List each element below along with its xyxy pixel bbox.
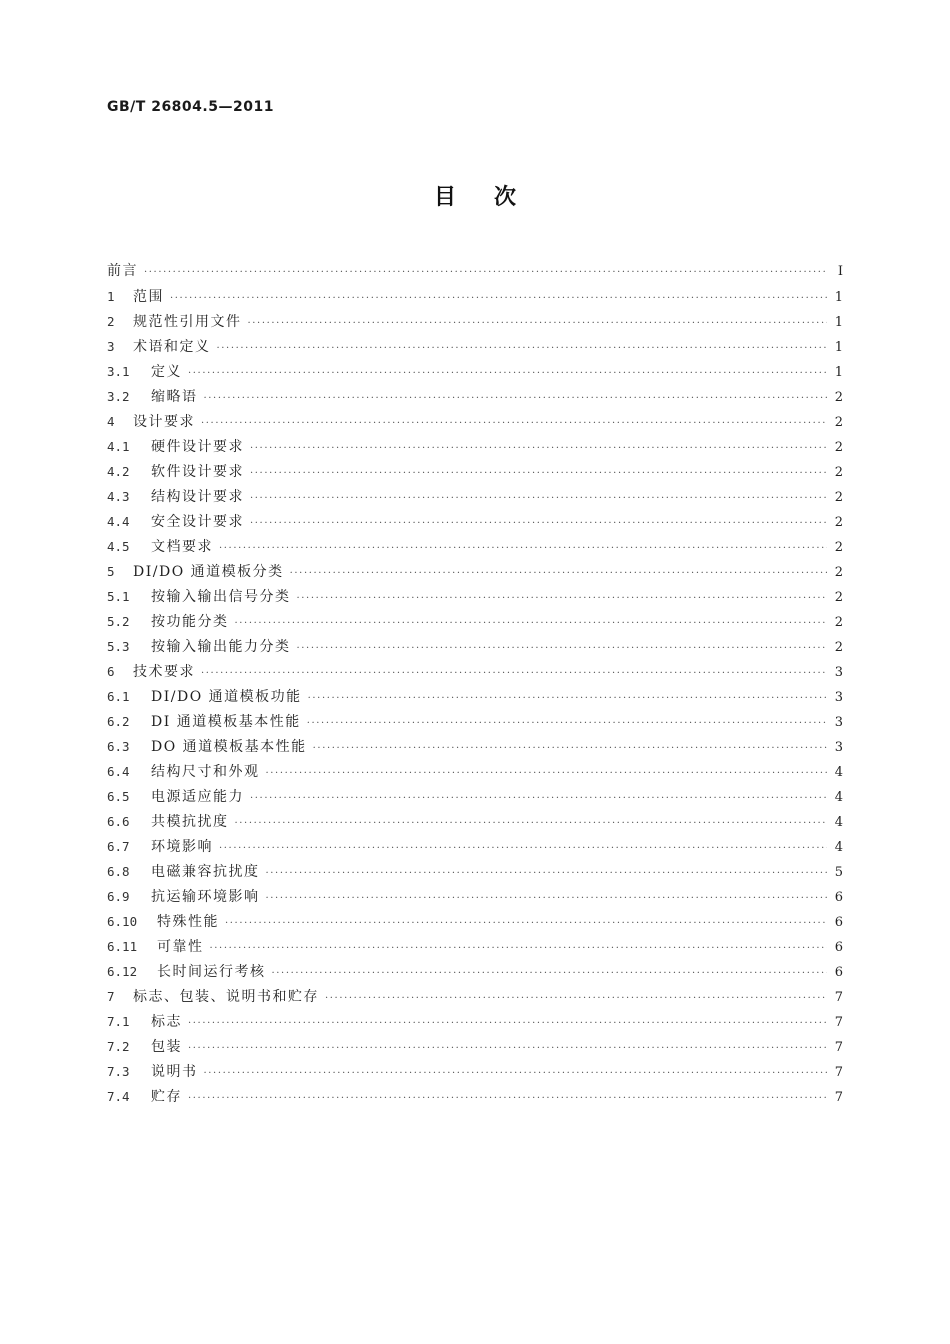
toc-entry-label: 抗运输环境影响 <box>151 889 260 905</box>
toc-entry-label: 贮存 <box>151 1089 182 1105</box>
toc-entry-page: 3 <box>834 740 843 755</box>
toc-entry-page: 2 <box>834 465 843 480</box>
toc-entry[interactable] <box>107 634 843 659</box>
table-of-contents <box>107 259 843 1109</box>
toc-leader-dots <box>250 511 827 536</box>
toc-entry-label: 特殊性能 <box>157 914 219 930</box>
toc-entry-number: 6.6 <box>107 814 130 829</box>
toc-entry-page: 4 <box>834 790 843 805</box>
toc-entry-page: 2 <box>834 540 843 555</box>
toc-entry-page: 2 <box>834 565 843 580</box>
toc-entry-page: 7 <box>834 1065 843 1080</box>
toc-entry-number: 4.1 <box>107 439 130 454</box>
toc-entry-label: 范围 <box>133 289 164 305</box>
toc-entry-page: 2 <box>834 440 843 455</box>
toc-entry-label: 缩略语 <box>151 389 198 405</box>
toc-entry-page: 1 <box>834 365 843 380</box>
toc-entry-label: 标志 <box>151 1014 182 1030</box>
toc-entry-label: 文档要求 <box>151 539 213 555</box>
toc-entry[interactable] <box>107 309 843 334</box>
toc-entry-page: 2 <box>834 390 843 405</box>
toc-leader-dots <box>266 761 828 786</box>
toc-entry-label: 结构尺寸和外观 <box>151 764 260 780</box>
toc-entry-label: 按输入输出能力分类 <box>151 639 291 655</box>
page-title: 目次 <box>433 185 554 210</box>
toc-entry[interactable] <box>107 1034 843 1059</box>
toc-leader-dots <box>290 561 827 586</box>
toc-leader-dots <box>204 1061 828 1086</box>
toc-leader-dots <box>235 811 828 836</box>
toc-entry-number: 2 <box>107 314 115 329</box>
toc-entry-number: 6.1 <box>107 689 130 704</box>
toc-entry[interactable] <box>107 484 843 509</box>
toc-entry-number: 4.4 <box>107 514 130 529</box>
toc-entry-label: DI/DO 通道模板分类 <box>133 564 284 580</box>
toc-leader-dots <box>250 486 827 511</box>
toc-entry-label: 电磁兼容抗扰度 <box>151 864 260 880</box>
toc-entry-number: 6.7 <box>107 839 130 854</box>
toc-entry-number: 6.5 <box>107 789 130 804</box>
toc-entry-label: 硬件设计要求 <box>151 439 244 455</box>
toc-entry[interactable] <box>107 1059 843 1084</box>
toc-entry-label: DI/DO 通道模板功能 <box>151 689 302 705</box>
toc-entry-number: 6.8 <box>107 864 130 879</box>
toc-entry-label: 环境影响 <box>151 839 213 855</box>
toc-entry[interactable] <box>107 284 843 309</box>
toc-leader-dots <box>170 286 827 311</box>
toc-entry[interactable] <box>107 809 843 834</box>
toc-entry-number: 5 <box>107 564 115 579</box>
toc-entry-page: 5 <box>834 865 843 880</box>
toc-entry-page: 7 <box>834 1040 843 1055</box>
toc-leader-dots <box>219 836 827 861</box>
toc-entry-label: 说明书 <box>151 1064 198 1080</box>
toc-entry-label: DO 通道模板基本性能 <box>151 739 307 755</box>
toc-entry-page: 2 <box>834 415 843 430</box>
toc-entry-label: 电源适应能力 <box>151 789 244 805</box>
toc-entry-label: 前言 <box>107 263 138 279</box>
toc-entry[interactable] <box>107 959 843 984</box>
toc-entry-label: DI 通道模板基本性能 <box>151 714 301 730</box>
toc-leader-dots <box>325 986 827 1011</box>
toc-entry-number: 4.3 <box>107 489 130 504</box>
toc-leader-dots <box>144 260 827 285</box>
toc-leader-dots <box>210 936 828 961</box>
toc-entry-page: 6 <box>834 940 843 955</box>
toc-entry[interactable] <box>107 609 843 634</box>
toc-entry[interactable] <box>107 1009 843 1034</box>
toc-leader-dots <box>250 461 827 486</box>
toc-leader-dots <box>188 1036 827 1061</box>
toc-entry[interactable] <box>107 734 843 759</box>
toc-leader-dots <box>313 736 827 761</box>
toc-entry-label: 按功能分类 <box>151 614 229 630</box>
toc-entry-page: 6 <box>834 965 843 980</box>
toc-entry-number: 6.4 <box>107 764 130 779</box>
toc-entry-number: 4 <box>107 414 115 429</box>
toc-entry-number: 6 <box>107 664 115 679</box>
toc-entry-label: 可靠性 <box>157 939 204 955</box>
toc-entry-number: 7.1 <box>107 1014 130 1029</box>
toc-entry-page: 7 <box>834 1090 843 1105</box>
toc-entry[interactable] <box>107 784 843 809</box>
toc-leader-dots <box>201 411 827 436</box>
toc-entry[interactable] <box>107 709 843 734</box>
toc-leader-dots <box>235 611 828 636</box>
toc-entry-label: 安全设计要求 <box>151 514 244 530</box>
toc-entry-page: 7 <box>834 1015 843 1030</box>
toc-entry-page: 6 <box>834 890 843 905</box>
toc-entry[interactable] <box>107 759 843 784</box>
toc-entry[interactable] <box>107 584 843 609</box>
toc-entry-page: 3 <box>834 665 843 680</box>
toc-entry-number: 3.2 <box>107 389 130 404</box>
toc-leader-dots <box>250 786 827 811</box>
toc-entry[interactable] <box>107 659 843 684</box>
toc-entry-number: 3 <box>107 339 115 354</box>
toc-leader-dots <box>307 711 827 736</box>
toc-entry[interactable] <box>107 334 843 359</box>
toc-entry[interactable] <box>107 434 843 459</box>
toc-entry-label: 软件设计要求 <box>151 464 244 480</box>
toc-leader-dots <box>250 436 827 461</box>
toc-leader-dots <box>188 1086 827 1111</box>
toc-entry[interactable] <box>107 359 843 384</box>
toc-entry-page: 6 <box>834 915 843 930</box>
toc-entry-page: 4 <box>834 840 843 855</box>
toc-entry-number: 4.5 <box>107 539 130 554</box>
toc-entry[interactable] <box>107 934 843 959</box>
toc-entry[interactable] <box>107 684 843 709</box>
toc-leader-dots <box>225 911 827 936</box>
toc-entry-label: 标志、包装、说明书和贮存 <box>133 989 319 1005</box>
toc-entry[interactable] <box>107 909 843 934</box>
toc-entry-label: 定义 <box>151 364 182 380</box>
toc-entry-label: 结构设计要求 <box>151 489 244 505</box>
toc-entry[interactable] <box>107 259 843 284</box>
standard-code: GB/T 26804.5—2011 <box>107 99 274 115</box>
toc-entry-page: 1 <box>834 290 843 305</box>
toc-leader-dots <box>219 536 827 561</box>
toc-entry-number: 7.4 <box>107 1089 130 1104</box>
toc-entry-page: 4 <box>834 815 843 830</box>
toc-leader-dots <box>266 886 828 911</box>
toc-entry-label: 术语和定义 <box>133 339 211 355</box>
toc-entry-page: 3 <box>834 715 843 730</box>
toc-entry[interactable] <box>107 534 843 559</box>
toc-entry-number: 6.11 <box>107 939 138 954</box>
toc-leader-dots <box>217 336 828 361</box>
toc-leader-dots <box>188 1011 827 1036</box>
toc-entry-page: 3 <box>834 690 843 705</box>
toc-entry-page: 2 <box>834 515 843 530</box>
toc-entry-label: 共模抗扰度 <box>151 814 229 830</box>
toc-entry-label: 包装 <box>151 1039 182 1055</box>
toc-entry-number: 7 <box>107 989 115 1004</box>
toc-entry-number: 5.3 <box>107 639 130 654</box>
toc-entry-page: 1 <box>834 315 843 330</box>
toc-entry[interactable] <box>107 884 843 909</box>
toc-entry-label: 规范性引用文件 <box>133 314 242 330</box>
toc-entry-number: 5.2 <box>107 614 130 629</box>
toc-entry-label: 长时间运行考核 <box>157 964 266 980</box>
toc-leader-dots <box>308 686 827 711</box>
toc-entry-page: 2 <box>834 615 843 630</box>
toc-entry-label: 按输入输出信号分类 <box>151 589 291 605</box>
toc-entry-number: 4.2 <box>107 464 130 479</box>
toc-entry-number: 7.3 <box>107 1064 130 1079</box>
toc-entry-number: 6.9 <box>107 889 130 904</box>
toc-entry-page: 2 <box>834 490 843 505</box>
toc-leader-dots <box>204 386 828 411</box>
toc-entry-number: 6.2 <box>107 714 130 729</box>
toc-entry-number: 6.12 <box>107 964 138 979</box>
toc-leader-dots <box>188 361 827 386</box>
toc-leader-dots <box>266 861 828 886</box>
toc-leader-dots <box>297 636 828 661</box>
toc-entry-page: 1 <box>834 340 843 355</box>
toc-entry-label: 技术要求 <box>133 664 195 680</box>
toc-entry-number: 6.3 <box>107 739 130 754</box>
toc-leader-dots <box>272 961 828 986</box>
toc-entry-page: 2 <box>834 640 843 655</box>
toc-entry[interactable] <box>107 459 843 484</box>
toc-entry[interactable] <box>107 834 843 859</box>
toc-entry-page: 4 <box>834 765 843 780</box>
toc-entry-page: 2 <box>834 590 843 605</box>
toc-entry-number: 3.1 <box>107 364 130 379</box>
toc-entry-number: 6.10 <box>107 914 138 929</box>
toc-leader-dots <box>201 661 827 686</box>
toc-entry-number: 1 <box>107 289 115 304</box>
toc-entry[interactable] <box>107 859 843 884</box>
toc-entry[interactable] <box>107 1084 843 1109</box>
toc-entry-number: 7.2 <box>107 1039 130 1054</box>
toc-entry-label: 设计要求 <box>133 414 195 430</box>
toc-entry[interactable] <box>107 509 843 534</box>
toc-leader-dots <box>297 586 828 611</box>
toc-entry-number: 5.1 <box>107 589 130 604</box>
toc-entry[interactable] <box>107 409 843 434</box>
toc-entry-page: Ⅰ <box>837 264 843 279</box>
toc-entry[interactable] <box>107 384 843 409</box>
toc-leader-dots <box>248 311 828 336</box>
toc-entry[interactable] <box>107 559 843 584</box>
toc-entry[interactable] <box>107 984 843 1009</box>
toc-entry-page: 7 <box>834 990 843 1005</box>
